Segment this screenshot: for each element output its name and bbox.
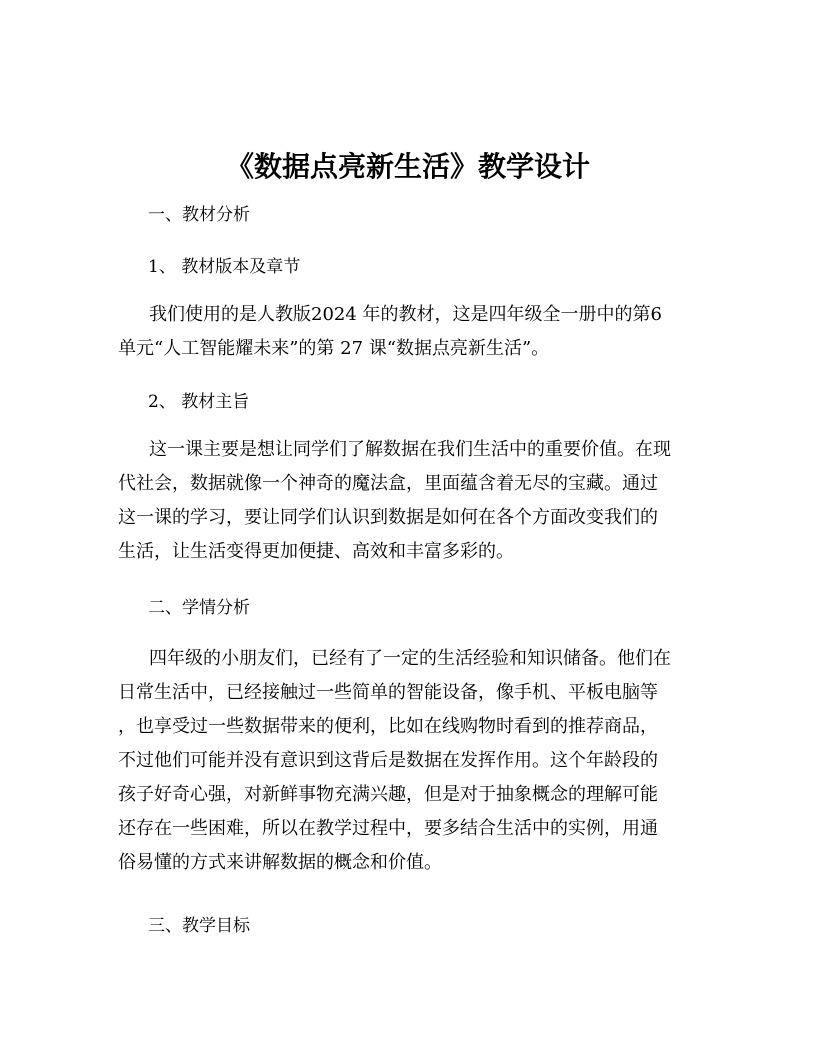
subsection-heading-textbook-version: 1、 教材版本及章节: [148, 257, 301, 277]
paragraph-line: 四年级的小朋友们，已经有了一定的生活经验和知识储备。他们在: [149, 648, 671, 669]
paragraph-line: 不过他们可能并没有意识到这背后是数据在发挥作用。这个年龄段的: [118, 750, 658, 771]
paragraph-line: 俗易懂的方式来讲解数据的概念和价值。: [118, 852, 442, 873]
paragraph-line: 这一课的学习，要让同学们认识到数据是如何在各个方面改变我们的: [118, 507, 658, 528]
paragraph-line: 我们使用的是人教版2024 年的教材，这是四年级全一册中的第6: [149, 304, 662, 325]
document-title: 《数据点亮新生活》教学设计: [225, 150, 590, 183]
paragraph-textbook-purpose: [118, 433, 708, 569]
paragraph-line: ，也享受过一些数据带来的便利，比如在线购物时看到的推荐商品，: [118, 716, 658, 737]
paragraph-line: 还存在一些困难，所以在教学过程中，要多结合生活中的实例，用通: [118, 818, 658, 839]
paragraph-line: 孩子好奇心强，对新鲜事物充满兴趣，但是对于抽象概念的理解可能: [118, 784, 658, 805]
paragraph-learner-analysis: [118, 642, 708, 880]
subsection-heading-textbook-purpose: 2、 教材主旨: [148, 392, 250, 412]
paragraph-line: 代社会，数据就像一个神奇的魔法盒，里面蕴含着无尽的宝藏。通过: [118, 473, 658, 494]
section-heading-teaching-objectives: 三、教学目标: [148, 916, 250, 936]
paragraph-line: 日常生活中，已经接触过一些简单的智能设备，像手机、平板电脑等: [118, 682, 658, 703]
paragraph-line: 这一课主要是想让同学们了解数据在我们生活中的重要价值。在现: [149, 439, 671, 460]
paragraph-textbook-version: [118, 298, 708, 366]
section-heading-learner-analysis: 二、学情分析: [148, 598, 250, 618]
paragraph-line: 生活，让生活变得更加便捷、高效和丰富多彩的。: [118, 541, 514, 562]
section-heading-textbook-analysis: 一、教材分析: [148, 205, 250, 225]
paragraph-line: 单元“人工智能耀未来”的第 27 课“数据点亮新生活”。: [118, 338, 550, 359]
